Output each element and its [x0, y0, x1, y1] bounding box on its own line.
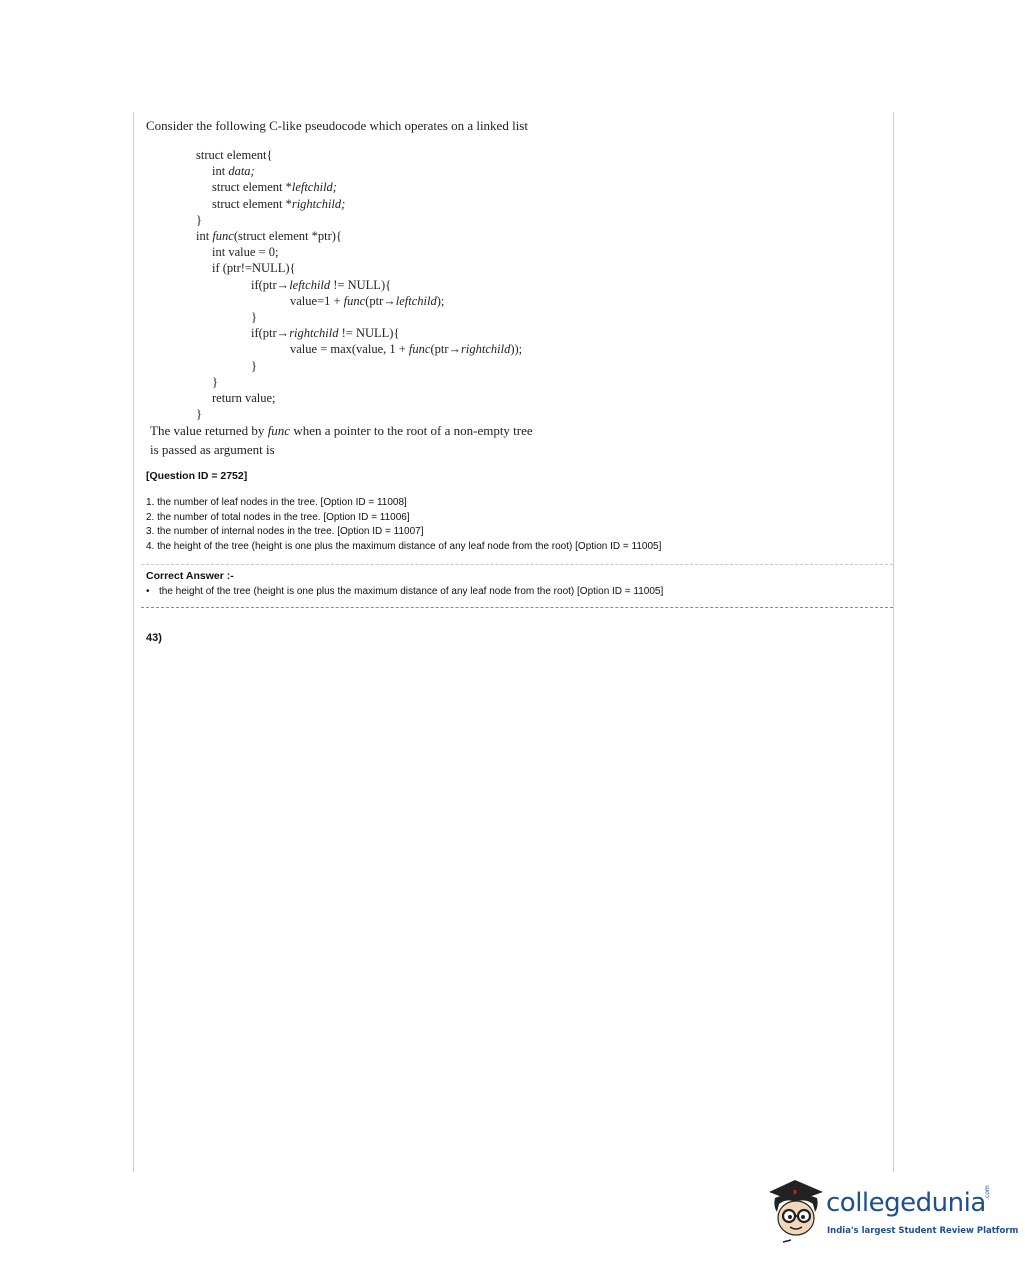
- code-token: }: [251, 358, 257, 373]
- code-token: != NULL){: [330, 277, 392, 292]
- code-token: The value returned by: [150, 423, 268, 438]
- code-token: ));: [510, 342, 523, 357]
- question-id: [Question ID = 2752]: [146, 470, 248, 482]
- divider: [141, 564, 893, 565]
- code-token: != NULL){: [338, 326, 400, 341]
- graduate-mascot-icon: [765, 1176, 827, 1246]
- code-line: [212, 390, 276, 406]
- code-line: [290, 293, 444, 309]
- code-line: [251, 325, 399, 341]
- code-token: struct element *: [212, 196, 292, 211]
- prompt-line: [150, 440, 275, 459]
- code-token: data;: [228, 164, 255, 179]
- logo-com: .com: [984, 1185, 991, 1200]
- code-token: }: [212, 374, 218, 389]
- code-token: func: [267, 423, 291, 438]
- code-token: if (ptr!=NULL){: [212, 261, 296, 276]
- code-line: [212, 196, 345, 212]
- code-token: int value = 0;: [212, 245, 279, 260]
- code-token: (ptr→: [430, 342, 462, 357]
- divider: [141, 607, 893, 608]
- prompt-line: [150, 421, 533, 440]
- code-token: leftchild;: [291, 180, 337, 195]
- code-token: struct element{: [196, 148, 273, 162]
- code-token: leftchild: [289, 277, 331, 292]
- code-token: (ptr→: [365, 293, 396, 308]
- code-token: leftchild: [395, 293, 437, 308]
- code-line: [290, 341, 522, 357]
- answer-text: the height of the tree (height is one plus the maximum distance of any leaf node from the root) [Option ID = 11005]: [159, 586, 664, 597]
- logo-wordmark: collegedunia: [826, 1188, 986, 1218]
- code-line: [212, 163, 255, 179]
- code-token: func: [212, 229, 234, 243]
- code-token: value=1 +: [290, 293, 344, 308]
- code-token: int: [212, 164, 229, 179]
- code-token: if(ptr→: [251, 277, 290, 292]
- code-token: }: [196, 212, 202, 227]
- option-item: 4. the height of the tree (height is one plus the maximum distance of any leaf node from the root) [Option ID = 11005]: [146, 541, 662, 553]
- code-token: }: [251, 310, 257, 324]
- code-line: [251, 277, 391, 293]
- code-line: [251, 309, 257, 325]
- option-item: 3. the number of internal nodes in the tree. [Option ID = 11007]: [146, 526, 424, 538]
- answer-line: [146, 586, 663, 597]
- code-line: [251, 358, 257, 374]
- code-token: is passed as argument is: [150, 442, 275, 457]
- options-list: [146, 496, 661, 555]
- code-line: [196, 406, 202, 422]
- code-line: [196, 228, 342, 244]
- code-line: [212, 374, 218, 390]
- code-token: );: [436, 293, 445, 308]
- code-token: (struct element *ptr){: [233, 229, 342, 243]
- question-intro: Consider the following C-like pseudocode which operates on a linked list: [146, 118, 528, 133]
- bullet: •: [146, 586, 150, 597]
- code-token: func: [343, 293, 366, 308]
- code-token: int: [196, 229, 213, 243]
- code-token: when a pointer to the root of a non-empty tree: [290, 423, 533, 438]
- code-token: rightchild;: [291, 196, 346, 211]
- option-item: 1. the number of leaf nodes in the tree. [Option ID = 11008]: [146, 497, 407, 508]
- code-token: rightchild: [289, 326, 339, 341]
- code-line: [196, 212, 202, 228]
- code-line: [212, 179, 337, 195]
- option-item: 2. the number of total nodes in the tree. [Option ID = 11006]: [146, 511, 410, 523]
- code-token: value = max(value, 1 +: [290, 342, 409, 357]
- code-line: [212, 244, 278, 260]
- question-number: 43): [146, 632, 162, 644]
- code-line: [196, 147, 272, 163]
- code-token: }: [196, 407, 202, 422]
- code-token: return value;: [212, 391, 276, 405]
- answer-heading: Correct Answer :-: [146, 570, 234, 582]
- code-token: if(ptr→: [251, 326, 290, 341]
- code-token: rightchild: [461, 342, 511, 357]
- code-token: func: [408, 342, 431, 357]
- logo-tagline: India's largest Student Review Platform: [827, 1226, 1019, 1236]
- code-line: [212, 260, 296, 276]
- code-token: struct element *: [212, 180, 292, 195]
